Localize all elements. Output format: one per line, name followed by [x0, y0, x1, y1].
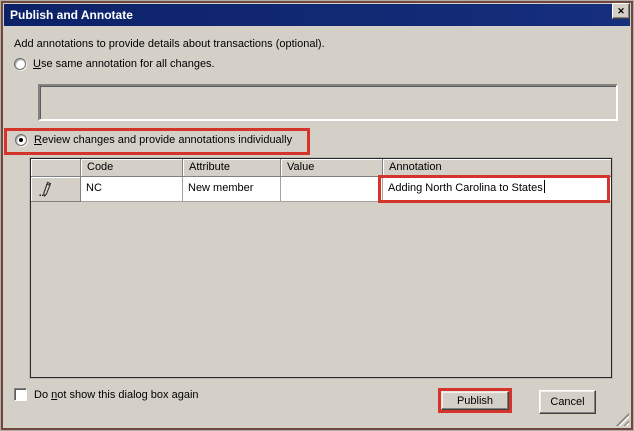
shared-annotation-textarea[interactable]: [38, 84, 618, 121]
dont-show-again-option[interactable]: [14, 388, 199, 401]
close-button[interactable]: [612, 3, 630, 19]
header-value: Value: [281, 159, 383, 177]
pencil-edit-icon: [39, 181, 52, 197]
radio-button-icon[interactable]: [14, 58, 26, 70]
cancel-button[interactable]: Cancel: [539, 390, 596, 414]
radio-button-icon[interactable]: [15, 134, 27, 146]
title-bar[interactable]: [4, 4, 630, 26]
resize-grip-icon[interactable]: [614, 411, 629, 426]
cell-annotation-input[interactable]: [383, 177, 611, 202]
publish-button[interactable]: Publish: [441, 391, 509, 410]
grid-empty-area[interactable]: [31, 202, 611, 377]
dialog-title: Publish and Annotate: [10, 8, 133, 22]
annotations-grid: [30, 158, 612, 378]
highlight-box-publish-button: [438, 388, 512, 413]
grid-header-row: [31, 159, 611, 177]
annotation-text: Adding North Carolina to States: [388, 182, 543, 194]
cell-code[interactable]: NC: [81, 177, 183, 202]
radio-same-annotation-label[interactable]: Use same annotation for all changes.: [33, 58, 215, 70]
close-icon: ✕: [617, 5, 625, 16]
radio-dot: [19, 138, 23, 142]
cell-attribute[interactable]: New member: [183, 177, 281, 202]
header-marker: [31, 159, 81, 177]
dont-show-again-checkbox[interactable]: [14, 388, 27, 401]
cell-value[interactable]: [281, 177, 383, 202]
radio-review-individually-label[interactable]: Review changes and provide annotations individually: [34, 134, 293, 146]
header-attribute: Attribute: [183, 159, 281, 177]
radio-review-individually[interactable]: [15, 134, 292, 146]
header-code: Code: [81, 159, 183, 177]
dont-show-again-label[interactable]: Do not show this dialog box again: [34, 388, 199, 401]
row-edit-marker-cell: [31, 177, 81, 202]
instruction-text: Add annotations to provide details about transactions (optional).: [14, 38, 325, 50]
text-caret: [544, 180, 545, 193]
table-row[interactable]: [31, 177, 611, 202]
header-annotation: Annotation: [383, 159, 611, 177]
radio-same-annotation[interactable]: [14, 58, 215, 70]
